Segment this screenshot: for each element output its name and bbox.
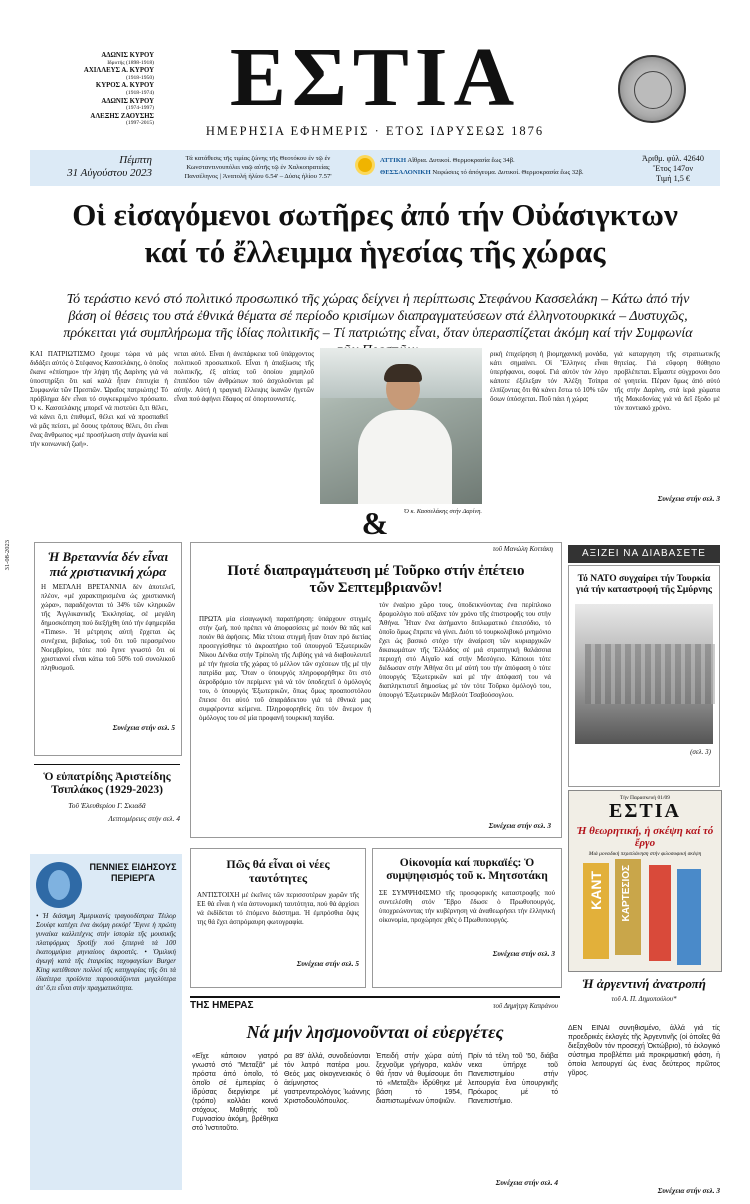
founder-name: ΚΥΡΟΣ Α. ΚΥΡΟΥ	[95, 82, 154, 90]
book-cover	[649, 865, 671, 961]
issue-sheet: Ἀριθμ. φύλ. 42640	[642, 154, 704, 163]
economy-body: ΣΕ ΣΥΜΨΗΦΙΣΜΟ τῆς προσφορικής καταστροφῆς πού συντελέσθη στόν Ἕβρο ἔδωσε ὁ Πρωθυπουργός, ὑποχρεώνοντας τήν κυβέρνηση νά ἀναθεωρήσει τήν ἑλληνική οἰκονομία, προχώρησε χθές ὁ Πρωθυπουργός.	[379, 889, 555, 924]
globe-icon	[36, 862, 82, 908]
argentina-title: Ἡ ἀργεντινή ἀνατροπή	[582, 976, 706, 991]
ids-continued[interactable]: Συνέχεια στήν σελ. 5	[296, 959, 359, 968]
weather-text: Νεφώσεις τό ἀπόγευμα. Δυτικοί. Θερμοκρασία ἕως 32β.	[432, 169, 584, 176]
founder-name: ΑΔΩΝΙΣ ΚΥΡΟΥ	[101, 52, 154, 59]
day-column-label: ΤΗΣ ΗΜΕΡΑΣ	[190, 1000, 254, 1011]
athena-seal-icon	[618, 55, 686, 123]
date-block	[32, 154, 152, 180]
masthead-subtitle: ΗΜΕΡΗΣΙΑ ΕΦΗΜΕΡΙΣ · ΕΤΟΣ ΙΔΡΥΣΕΩΣ 1876	[205, 124, 545, 138]
book-ad-paper: ΕΣΤΙΑ	[609, 800, 681, 822]
center-continued[interactable]: Συνέχεια στήν σελ. 3	[488, 821, 551, 830]
founder-years: (1997-2015)	[126, 120, 154, 127]
reading-title: Τό ΝΑΤΟ συγχαίρει τήν Τουρκία γιά τήν καταστροφή τῆς Σμύρνης	[576, 574, 712, 595]
britain-continued[interactable]: Συνέχεια στήν σελ. 5	[112, 723, 175, 732]
founder-name: ΑΔΩΝΙΣ ΚΥΡΟΥ	[101, 97, 154, 105]
weather-place: ΑΤΤΙΚΗ	[380, 157, 407, 164]
headline-line: καί τό ἔλλειμμα ἡγεσίας τῆς χώρας	[144, 234, 606, 269]
book-ad[interactable]	[568, 790, 722, 972]
center-body-col1: ΠΡΩΤΑ μία εἰσαγωγική παρατήρηση: ὑπάρχουν στιγμές στήν ζωή, πού πρέπει νά ἀποφασίσεις μέ ποιόν θά πᾶς καί ποιόν θά ἀφήσεις. Μία τέτοια στιγμή ἦταν ὅταν πρό διετίας προσεγγίσθηκε τό ἀκροατήριο τοῦ ὑπουργοῦ Ἐξωτερικῶν Νίκου Δένδια στήν Τρίπολη τῆς Λιβύης γιά νά διαβουλευτεῖ μέ τήν ἡγεσία τῆς χώρας τό μέλλον τῶν σχέσεων τῆς μέ τήν πατρίδα μας. Ὅταν ο ὑπουργός πληροφορήθηκε ὅτι στό ἀεροδρόμιο τόν περίμενε γιά νά τόν ὑποδεχτεῖ ὁ ὁμόλογός του, ὁ ὑπουργός Ἐξωτερικῶν, ὅπως ὅμως προαποστόλου ἔπεισε ὅτι αὐτό τοῦ ἀπαράδεκτου γιά τά ἐθνικά μας συμφέροντα κείμενα. Πληροφορηθείς ὅτι τόν ἄνεμον ἡ ὁμόλογος του σέ μία προφανή τουρκική παγίδα.	[199, 615, 371, 722]
obituary-title: Ὁ εὐπατρίδης Ἀριστείδης Τσιπλάκος (1929-2023)	[43, 771, 171, 796]
britain-title: Ἡ Βρεταννία δέν εἶναι πιά χριστιανική χώρα	[47, 549, 169, 579]
center-article-box	[190, 542, 562, 838]
founder-name: ΑΛΕΞΗΣ ΖΑΟΥΣΗΣ	[90, 112, 154, 120]
lead-paragraph: Τό τεράστιο κενό στό πολιτικό προσωπικό τῆς χώρας δείχνει ἡ περίπτωσις Στεφάνου Κασσελάκη – Κάτω ἀπό τήν βάση οἱ θέσεις του στά ἐθνικά θέματα σέ περίοδο κρισίμων διαπραγματεύσεων στά ἑλληνοτουρκικά – Δυστυχῶς, πρόκειται γιά συμπλήρωμα τῆς ἰδίας πολιτικῆς – Τί πατριώτης εἶναι, ὅταν ὑπερασπίζεται ἀκόμη καί τήν Συμφωνία	[63, 292, 693, 341]
britain-body: Η ΜΕΓΑΛΗ ΒΡΕΤΑΝΝΙΑ δέν ἀποτελεῖ, πλέον, «μέ χαρακτηρισμένα ὡς χριστιανική χώρα», παραδέχονται τό 34% τῶν κληρικῶν τῆς Ἀγγλικανικῆς Ἐκκλησίας, σέ μεγάλη δημοσκόπηση πού διεξήχθη ὑπό τήν ἐφημερίδα «Times». Ἡ μέτρησις αὐτή ἔρχεται ὡς συνέχεια, βεβαίως, τοῦ ὅτι τοῦ περασμένου Νοεμβρίου, τότε πού ἔγινε γνωστό ὅτι οἱ χριστιανοί εἶναι κάτω τοῦ 50% τοῦ συνολικοῦ πληθυσμοῦ.	[41, 583, 175, 672]
issue-year: Ἔτος 147ον	[652, 164, 694, 173]
economy-continued[interactable]: Συνέχεια στήν σελ. 3	[492, 949, 555, 958]
sun-icon	[358, 158, 372, 172]
day-column-continued[interactable]: Συνέχεια στήν σελ. 4	[495, 1178, 558, 1187]
reading-header: ΑΞΙΖΕΙ ΝΑ ΔΙΑΒΑΣΕΤΕ	[568, 545, 720, 563]
main-article-col2: νεται αὐτό. Εἶναι ἡ ἀνεπάρκεια τοῦ ὑπάρχοντος πολιτικοῦ προσωπικοῦ. Εἶναι ἡ ἀπαξίωσις τῆς πολιτικῆς, ἐξ αἰτίας τοῦ ὁποίου χαμηλοῦ ἐπιπέδου τῶν ἀνθρώπων πού ἀσχολοῦνται μέ αὐτήν. Αὐτή ἡ τραγική ἔλλειψις ἱκανῶν ἡγετῶν εἶναι πού ἀφήνει ἔδαφος σέ ὀπορτουνιστές.	[174, 350, 314, 403]
reading-continued: (σελ. 3)	[690, 748, 711, 756]
argentina-body: ΔΕΝ ΕΙΝΑΙ συνηθισμένο, ἀλλά γιά τίς προεδρικές ἐκλογές τῆς Ἀργεντινῆς (οἱ ὁποῖες θά διεξαχθοῦν τόν προσεχή Ὀκτώβριο), τό ἐκλογικό σύστημα προβλέπει μιά προκριματική φάση, ἡ ὁποία λειτουργεί ὡς ἐνας δεύτερος πρῶτος γῦρος.	[568, 1025, 720, 1077]
side-date: 31-08-2023	[4, 540, 11, 571]
reading-box[interactable]	[568, 565, 720, 787]
day-column-rule	[190, 996, 560, 998]
ids-body: ΑΝΤΙΣΤΟΙΧΗ μέ ἐκεῖνες τῶν περισσοτέρων χωρῶν τῆς ΕΕ θά εἶναι ἡ νέα ἀστυνομική ταυτότητα, πού θά ἀρχίσει νά ἐκδίδεται τό ἐπόμενο διάστημα. Ἡ ἐμπρόσθια ὄψις της θά ἔχει ἀσπρόμαυρη φωτογραφία.	[197, 891, 359, 926]
main-headline	[30, 196, 720, 270]
headline-line: Οἱ εἰσαγόμενοι σωτῆρες ἀπό τήν Οὐάσιγκτων	[72, 197, 678, 232]
weather-text: Αἴθρια. Δυτικοί. Θερμοκρασία ἕως 34β.	[407, 157, 515, 164]
book-cover	[677, 869, 701, 965]
world-news-title: ΠΕΝΝΙΕΣ ΕΙΔΗΣΟΥΣ ΠΕΡΙΕΡΓΑ	[89, 862, 177, 883]
day-column-byline: τοῦ Δημήτρη Καπράνου	[493, 1002, 558, 1010]
day-column-col1: «Εἴχε κάποιον γιατρό γνωστό στό "Μεταξᾶ" μέ πρόστα ἀπό ὁποῖο, τό ὁποῖο σέ ἐμπειρίας ὁ ἰδρύσας διεργίκηρε μέ (τρόπο) κολλάει κοινά στόχους. Μαθητής τοῦ Γυμνασίου ἀκόμη, βρέθηκα στό Ἰνστιτοῦτο.	[192, 1053, 278, 1132]
day-column-col4: Πρίν τά τέλη τοῦ '50, διάβα νεκα ὑπήρχε τοῦ Πανεπιστημίου στήν λειτουργία ἔνα ὑπουργικῆς Πρόωρος μέ τό Πανεπιστήμιο.	[468, 1053, 558, 1105]
ids-title: Πῶς θά εἶναι οἱ νέες ταυτότητες	[226, 857, 330, 885]
founder-years: Ιδρυτής (1898-1918)	[107, 59, 154, 66]
founder-years: (1974-1997)	[126, 105, 154, 112]
center-title: Ποτέ διαπραγμάτευση μέ Τοῦρκο στήν ἐπέτειο τῶν Σεπτεμβριανῶν!	[227, 563, 525, 596]
main-article-continued[interactable]: Συνέχεια στήν σελ. 3	[657, 494, 720, 503]
date-day: Πέμπτη	[119, 154, 152, 166]
weather-place: ΘΕΣΣΑΛΟΝΙΚΗ	[380, 169, 431, 176]
founders-list	[34, 52, 154, 128]
ampersand: &	[361, 505, 389, 541]
book-kant	[583, 863, 609, 959]
economy-box	[372, 848, 562, 988]
book-descartes	[615, 859, 641, 955]
center-body-col2: τόν ἐναέριο χῶρο τους, ὑποδεικνύοντας ἐνα περίπλοκο δρομολόγιο πού αὔξανε τόν χρόνο τῆς ἐπιστροφῆς του στήν Ἀθήνα. Ἦταν ἔνα ἀσήμαντο διπλωματικό ἐπεισόδιο, τό ὁποῖο ὅμως ἔπρεπε νά γίνει. Διότι τό τουρκολιβυκό μνημόνιο ἔχει ὡς βασικό στόχο τήν ἀναίρεση τῶν κυριαρχικῶν δικαιωμάτων τῆς Ἑλλάδος σέ μιά στρατηγική θαλάσσια περιοχή στό Αἰγαῖο καί στήν Μεσόγειο. Κάποιοι τότε διέδωσαν στήν Ἀθήνα ὅτι μέ αὐτή του τήν ἀπόφαση ὁ τότε ὑπουργός Ἐξωτερικῶν καί μέ τήν ἀπόφασή του νά διαπληκτιστεῖ δημοσίως μέ τόν τότε Τοῦρκο ὁμόλογό του, ὑπουργό Ἐξωτερικῶν Μεβλούτ Τσαβούσογλου.	[379, 601, 551, 699]
economy-title: Οἰκονομία καί πυρκαϊές: Ὁ συμψηφισμός τοῦ κ. Μητσοτάκη	[386, 857, 548, 882]
masthead-title: ΕΣΤΙΑ	[229, 31, 521, 124]
founder-years: (1918-1974)	[126, 89, 154, 96]
founder-years: (1918-1950)	[126, 74, 154, 81]
date-full: 31 Αὐγούστου 2023	[67, 167, 152, 179]
argentina-continued[interactable]: Συνέχεια στήν σελ. 3	[657, 1186, 720, 1195]
obituary-continued[interactable]: Λεπτομέρειες στήν σελ. 4	[108, 814, 180, 823]
book-ad-headline: Ἡ θεωρητική, ἡ σκέψη καί τό ἔργο	[576, 825, 714, 849]
book-ad-kicker: Τήν Παρασκευή 01/09	[619, 795, 671, 801]
day-column-title: Νά μήν λησμονοῦνται οἱ εὐεργέτες	[246, 1022, 504, 1042]
obituary-byline: Τοῦ Ἐλευθερίου Γ. Σκιαδᾶ	[68, 801, 146, 810]
world-news-body: • Ἡ διάσημη Ἀμερικανίς τραγουδίστρια Τέιλορ Σουίφτ κατέχει ἐνα ἀκόμη ρεκόρ! Ἔγινε ἡ πρώτη γυναίκα καλλιτέχνις στήν ἱστορία τῆς μουσικῆς πλατφόρμας Spotify πού ξεπερνά τά 100 ἑκατομμύρια μηνιαίους ἀκροατές. • Ὁμιλική ἀγωγή κατά τῆς ἑταιρείας ταχυφαγείων Burger King κατέθεσαν πολλοί τῆς κατηγορίας τῆς ὅτι τά ἰδιαίτερα προϊόντα παρουσιάζονται μεγαλύτερα ἀπ' ὅ,τι εἶναι στήν πραγματικότητα.	[36, 912, 176, 992]
founder-name: ΑΧΙΛΛΕΥΣ Α. ΚΥΡΟΥ	[83, 67, 154, 75]
weather-block	[380, 155, 620, 179]
main-article-col4: γιά καταργηση τῆς στρατιωτικῆς θητείας. Γιά εὔφορη θύθησιο προβλέπεται. Εἶμαστε σύγχρονοι ὅσο σέ γοητεία. Πέραν ὅμως ἀπό αὐτό τῆς στήν Δαρίνη, στά ἱερά χώματα τῆς Μακεδονίας γιά νά δεῖ ἔξοδο μέ τόν ποντιακό χρόνο.	[614, 350, 720, 412]
britain-box	[34, 542, 182, 756]
argentina-byline: τοῦ Α. Π. Δημοπούλου*	[611, 995, 677, 1003]
issue-info	[628, 154, 718, 184]
day-column-col2: ρα 89' ἀλλά, συνοδεύονται τόν λατρό πατέρα μου. Θεός μας οἰκογενειακός ὁ ἀείμνηστος γαστρεντερολόγος Ἰωάννης Χριστοδουλόπουλος.	[284, 1053, 370, 1105]
photo-caption: Ὁ κ. Κασσελάκης στήν Δαρίνη.	[403, 508, 482, 515]
main-article-col1: ΚΑΙ ΠΑΤΡΙΩΤΙΣΜΟ ἔχουμε τώρα νά μάς διδάξει αὐτός ὁ Στέφανος Κασσελάκης, ὁ ὁποῖος ἔκανε «ἐπίσημο» τήν λήψη τῆς Δαρίνης γιά νά ὑποστηρίξει ὅτι καί καλά ἦταν ἐπιτυχία ἡ Συμφωνία τῶν Πρεσπῶν. Ὡραῖος πατριώτης! Τό πρόβλημα δέν εἶναι τό συγκεκριμένο πρόσωπο. Ὁ κ. Κασσελάκης μπορεῖ νά πιστεύει ὅ,τι θέλει, νά κάνει ὅ,τι ἐπιθυμεῖ, θέλει καί νά προσπαθεῖ νά μᾶς πείσει, μέ ὅσους τρόπους θέλει, ὅτι εἶναι ἕνας ἄνθρωπος «μέ προσήλωση στήν ἀγωνία καί τήν κοινωνική ζωή».	[30, 350, 168, 448]
smyrna-photo	[575, 604, 713, 744]
holiday-text: Τά κατάθεσις τῆς τιμίας ζώνης τῆς Θεοτόκου ἐν τῷ ἐν Κωνσταντινουπόλει ναῷ αὐτῆς τῷ ἐν Χαλκοπρατείας Πανσέληνος | Ἀνατολή ἡλίου 6.54' – Δύσις ἡλίου 7.57'	[184, 155, 332, 180]
ids-box	[190, 848, 366, 988]
issue-price: Τιμή 1,5 €	[655, 174, 690, 183]
book-ad-subtitle: Μιά μοναδική περιπλάνηση στήν φιλοσοφική σκέψη	[588, 851, 702, 857]
main-article-col3: ρική ἐπιχείρηση ἡ βιομηχανική μονάδα, κάτι σημαίνει. Οἱ Ἕλληνες εἶναι ὑπερήφανοι, σοφοί. Γιά αὐτόν τόν λόγο κάποτε ἐξέλεξαν τόν Ἀλέξη Τσίπρα ἐλπίζοντας ὅτι θά κάνει ἔστω τό 10% τῶν ὅσων ὑπόσχεται. Ποῦ πάει ἡ χώρα;	[490, 350, 608, 403]
kasselakis-photo	[320, 348, 482, 504]
day-column-col3: Ἐπειδή στήν χώρα αὐτή ξεχνοῦμε γρήγορα, καλόν θά ἦταν νά θυμίσουμε ὅτι τό «Μεταξᾶ» ἱδρύθηκε μέ βάση τό 1954, διαπιστωμένων ὑποψιῶν.	[376, 1053, 462, 1105]
book-descartes-label: ΚΑΡΤΕΣΙΟΣ	[621, 865, 632, 922]
center-byline: τοῦ Μανώλη Κοττάκη	[492, 545, 553, 553]
book-kant-label: ΚΑΝΤ	[588, 871, 604, 910]
obituary-box	[34, 764, 180, 827]
